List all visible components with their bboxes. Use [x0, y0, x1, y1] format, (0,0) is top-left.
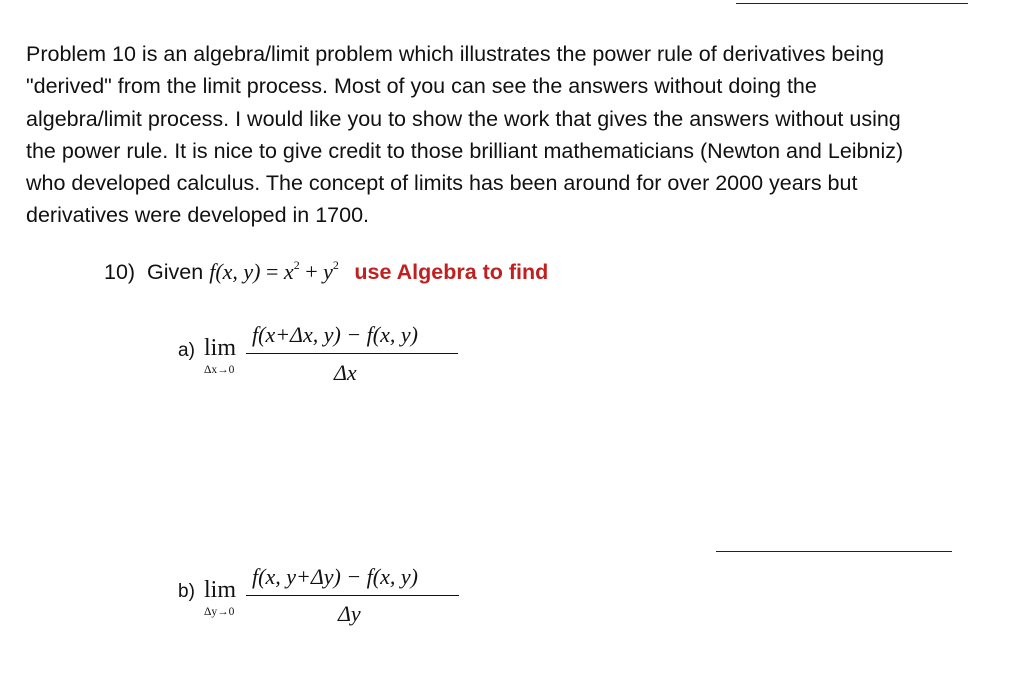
part-b-label: b) — [178, 581, 195, 602]
equals-sign: = — [266, 259, 279, 284]
intro-line-3: algebra/limit process. I would like you to show the work that gives the answers without using — [26, 106, 901, 131]
part-a-lim: lim — [204, 335, 237, 361]
part-a-denominator: Δx — [334, 360, 357, 385]
given-label: Given — [147, 260, 204, 284]
plus-sign: + — [305, 259, 318, 284]
problem-number: 10) — [104, 260, 136, 284]
part-a-lim-subscript: Δx→0 — [204, 364, 235, 376]
term-x: x — [283, 259, 294, 284]
part-b-lim: lim — [204, 577, 237, 603]
intro-line-4: the power rule. It is nice to give credit to those brilliant mathematicians (Newton and Leibniz) — [26, 138, 904, 163]
intro-paragraph — [26, 38, 1016, 232]
part-a-numerator: f(x+Δx, y) − f(x, y) — [252, 322, 418, 347]
part-b-lim-subscript: Δy→0 — [204, 606, 235, 618]
intro-line-5: who developed calculus. The concept of limits has been around for over 2000 years but — [26, 171, 858, 196]
part-b-denominator: Δy — [338, 601, 361, 626]
part-a-fraction-bar — [246, 353, 458, 354]
function-definition — [209, 259, 344, 284]
part-a-label: a) — [178, 340, 195, 361]
term-y: y — [323, 259, 333, 284]
intro-line-6: derivatives were developed in 1700. — [26, 203, 370, 228]
function-name: f — [209, 259, 216, 284]
part-b-numerator: f(x, y+Δy) − f(x, y) — [252, 564, 418, 589]
answer-line-top — [736, 3, 968, 4]
answer-line-mid — [716, 551, 952, 552]
instruction-label: use Algebra to find — [354, 260, 549, 284]
exponent-y: 2 — [332, 258, 339, 272]
function-args: (x, y) — [215, 259, 261, 284]
intro-line-1: Problem 10 is an algebra/limit problem which illustrates the power rule of derivatives being — [26, 42, 885, 66]
part-b-fraction-bar — [246, 595, 459, 596]
exponent-x: 2 — [293, 258, 300, 272]
problem-statement — [104, 257, 548, 287]
intro-line-2: "derived" from the limit process. Most of you can see the answers without doing the — [26, 74, 817, 99]
